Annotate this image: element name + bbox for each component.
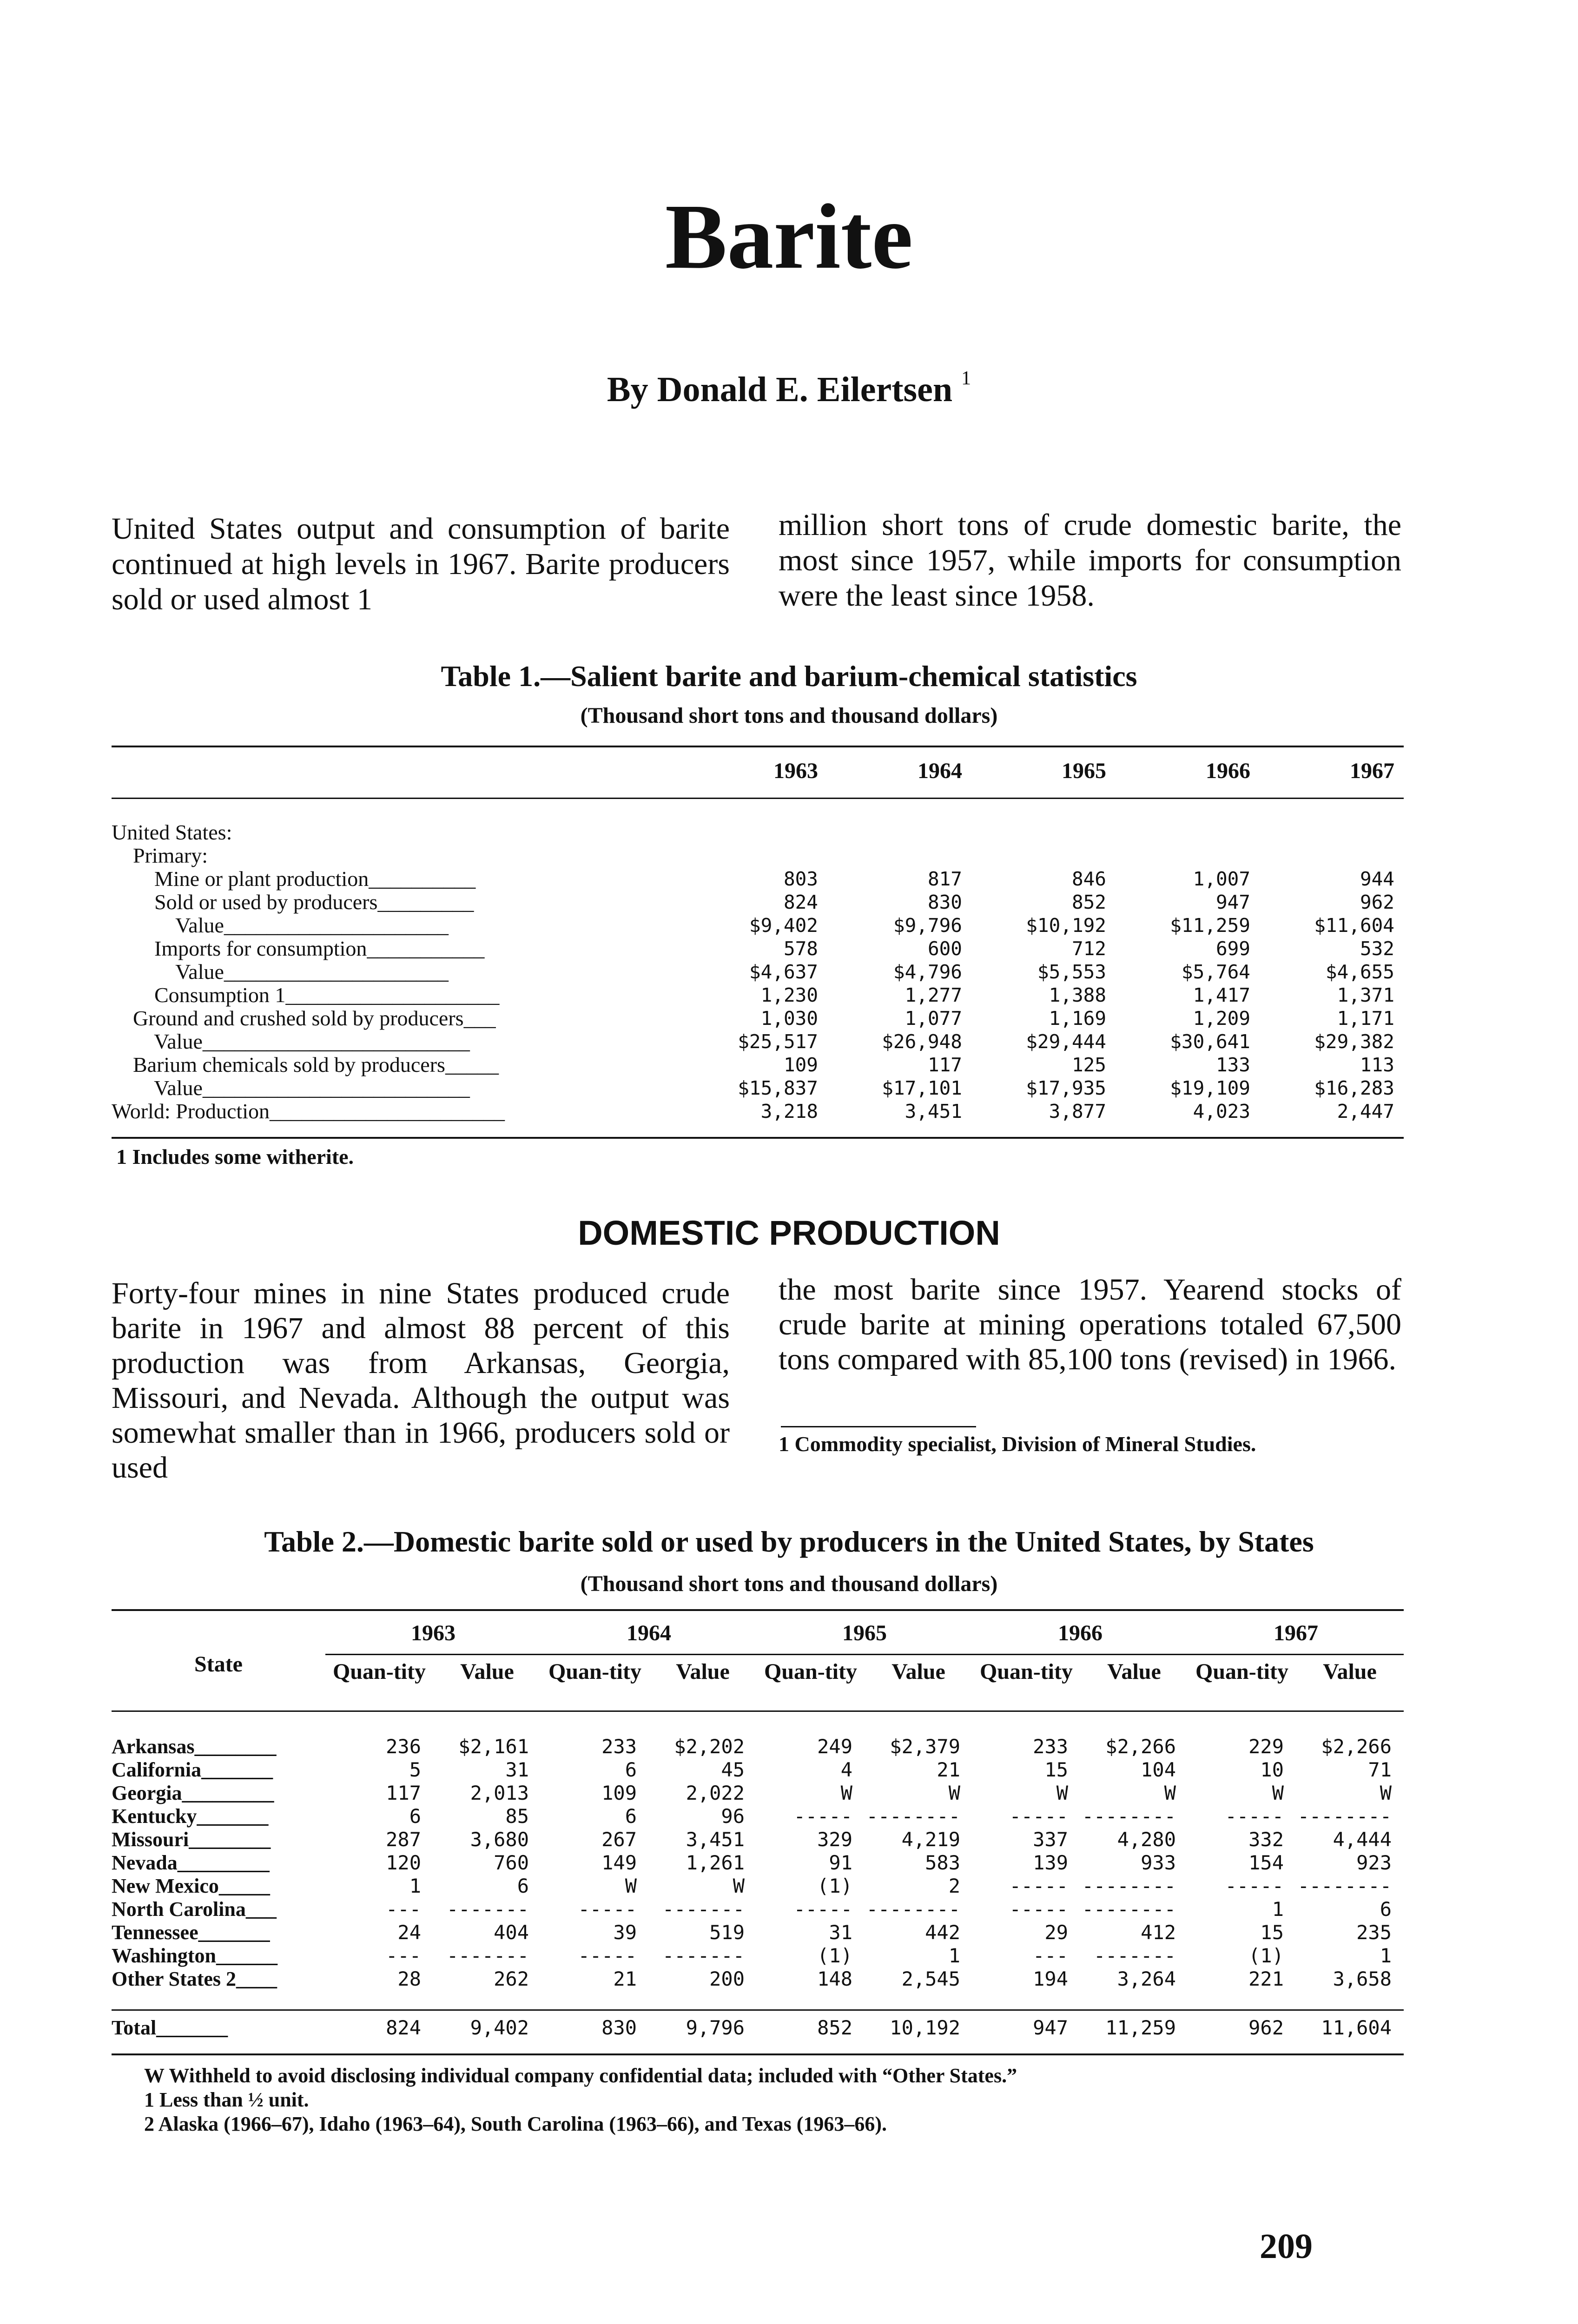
table1-row (112, 1030, 1404, 1053)
table2-row (112, 1782, 1404, 1805)
value-column-header: Value (460, 1659, 514, 1684)
table2-note-w: W Withheld to avoid disclosing individual company confidential data; included with “Other States.” (144, 2064, 1017, 2087)
table1-cell: $4,655 (1325, 961, 1394, 983)
table2-row (112, 1805, 1404, 1828)
quantity-cell: (1) (1248, 1944, 1284, 1967)
table1-cell: 852 (1071, 891, 1106, 913)
table1-cell: $29,382 (1314, 1030, 1394, 1053)
quantity-cell: 332 (1248, 1828, 1284, 1851)
quantity-cell: 824 (325, 2010, 433, 2046)
table2-subtitle: (Thousand short tons and thousand dollars) (580, 1571, 998, 1596)
quantity-cell: 229 (1248, 1735, 1284, 1758)
quantity-cell: 6 (625, 1758, 637, 1781)
state-label: New Mexico_____ (112, 1875, 270, 1897)
value-cell: 31 (505, 1758, 529, 1781)
value-cell: 760 (494, 1851, 529, 1874)
value-column-header: Value (676, 1659, 730, 1684)
table1-cell: 1,417 (1193, 984, 1250, 1006)
quantity-cell: 1 (1272, 1898, 1284, 1921)
table1-row (112, 937, 1404, 960)
table2-total-row (112, 2010, 1404, 2046)
value-cell: 3,658 (1333, 1967, 1392, 1990)
value-cell: ------- (1093, 1944, 1176, 1967)
table1-cell: $26,948 (882, 1030, 962, 1053)
table1-cell: 1,007 (1193, 868, 1250, 890)
table1-cell: 125 (1071, 1054, 1106, 1076)
table1-subtitle: (Thousand short tons and thousand dollars) (580, 703, 998, 728)
value-cell: 4,280 (1117, 1828, 1176, 1851)
table1-cell: $9,796 (893, 914, 962, 937)
value-cell: 6 (517, 1875, 529, 1897)
table2-row (112, 1898, 1404, 1921)
table1-cell: 3,218 (760, 1100, 818, 1122)
quantity-cell: 337 (1033, 1828, 1068, 1851)
quantity-cell: W (1056, 1782, 1068, 1804)
table1-cell: 824 (783, 891, 818, 913)
value-cell: 583 (925, 1851, 960, 1874)
quantity-column-header: Quan-tity (764, 1659, 857, 1684)
table1-row-label: Consumption 1____________________ (112, 983, 500, 1007)
table1-row (112, 1053, 1404, 1076)
quantity-cell: 91 (829, 1851, 852, 1874)
table1-cell: $11,259 (1170, 914, 1250, 937)
table1-row-label: Ground and crushed sold by producers___ (112, 1006, 496, 1030)
table2-bottom-rule (112, 2053, 1404, 2055)
table1-cell: 712 (1071, 938, 1106, 960)
table2-note-2: 2 Alaska (1966–67), Idaho (1963–64), South Carolina (1963–66), and Texas (1963–66). (144, 2113, 887, 2135)
value-cell: 45 (721, 1758, 745, 1781)
quantity-cell: --- (386, 1898, 421, 1921)
table1-row (112, 960, 1404, 984)
table2-row (112, 1875, 1404, 1898)
table1-cell: 1,077 (905, 1007, 962, 1030)
table2-body (112, 1717, 1404, 2045)
quantity-cell: 39 (613, 1921, 637, 1944)
state-label: Nevada_________ (112, 1851, 270, 1874)
quantity-cell: ----- (1009, 1805, 1068, 1828)
quantity-cell: 221 (1248, 1967, 1284, 1990)
table1-cell: 817 (927, 868, 962, 890)
table1-cell: 578 (783, 938, 818, 960)
quantity-cell: 109 (601, 1782, 637, 1804)
table1-cell: 4,023 (1193, 1100, 1250, 1122)
value-cell: W (1164, 1782, 1176, 1804)
quantity-cell: 947 (972, 2010, 1080, 2046)
table2-top-rule (112, 1609, 1404, 1611)
state-label: Georgia_________ (112, 1782, 274, 1804)
quantity-cell: 31 (829, 1921, 852, 1944)
value-cell: -------- (1082, 1805, 1176, 1828)
table1-cell: 1,169 (1049, 1007, 1106, 1030)
table1-cell: 1,171 (1337, 1007, 1394, 1030)
table1-year: 1963 (773, 758, 818, 783)
table1-body (112, 793, 1404, 1123)
table2-row (112, 1944, 1404, 1967)
value-cell: 9,402 (433, 2010, 541, 2046)
value-cell: 1 (1380, 1944, 1392, 1967)
quantity-column-header: Quan-tity (548, 1659, 641, 1684)
table1-row-label: Sold or used by producers_________ (112, 890, 474, 914)
section-heading: DOMESTIC PRODUCTION (578, 1214, 1000, 1252)
quantity-cell: 10 (1260, 1758, 1284, 1781)
value-cell: 85 (505, 1805, 529, 1828)
table1-top-rule (112, 746, 1404, 747)
value-cell: -------- (866, 1898, 960, 1921)
table2-header (112, 1612, 1404, 1717)
table1-row-label: Mine or plant production__________ (112, 867, 476, 891)
value-cell: 9,796 (649, 2010, 757, 2046)
table1-cell: 803 (783, 868, 818, 890)
table1-row-label: Barium chemicals sold by producers_____ (112, 1053, 499, 1076)
value-cell: W (948, 1782, 960, 1804)
value-cell: 4,444 (1333, 1828, 1392, 1851)
table1-cell: $17,935 (1026, 1077, 1106, 1099)
intro-paragraph-left: United States output and consumption of barite continued at high levels in 1967. Barite producers sold or used almost 1 (112, 512, 730, 616)
quantity-cell: 287 (386, 1828, 421, 1851)
table1-cell: $11,604 (1314, 914, 1394, 937)
quantity-cell: W (840, 1782, 852, 1804)
quantity-cell: (1) (817, 1875, 852, 1897)
state-label: Total_______ (112, 2010, 325, 2046)
table1-cell: $25,517 (738, 1030, 818, 1053)
value-cell: 1 (948, 1944, 960, 1967)
quantity-cell: 21 (613, 1967, 637, 1990)
quantity-cell: W (625, 1875, 637, 1897)
table1-footnote: 1 Includes some witherite. (116, 1145, 354, 1169)
quantity-cell: ----- (1225, 1875, 1284, 1897)
quantity-cell: 120 (386, 1851, 421, 1874)
value-cell: -------- (1082, 1898, 1176, 1921)
value-cell: 10,192 (865, 2010, 972, 2046)
state-label: California_______ (112, 1758, 273, 1781)
value-cell: 1,261 (686, 1851, 745, 1874)
value-cell: 2,545 (901, 1967, 960, 1990)
quantity-cell: 233 (601, 1735, 637, 1758)
quantity-cell: 24 (397, 1921, 421, 1944)
quantity-column-header: Quan-tity (332, 1659, 426, 1684)
table1-cell: $29,444 (1026, 1030, 1106, 1053)
quantity-cell: ----- (1225, 1805, 1284, 1828)
value-cell: 6 (1380, 1898, 1392, 1921)
table1-cell: $5,553 (1037, 961, 1106, 983)
quantity-cell: 6 (625, 1805, 637, 1828)
table2-year: 1965 (757, 1612, 972, 1655)
quantity-cell: 6 (409, 1805, 421, 1828)
table1-cell: $19,109 (1170, 1077, 1250, 1099)
value-cell: $2,202 (674, 1735, 745, 1758)
value-cell: 11,604 (1296, 2010, 1404, 2046)
value-cell: -------- (1297, 1875, 1392, 1897)
table1-row-label: Primary: (112, 844, 208, 867)
table1-cell: $5,764 (1181, 961, 1250, 983)
table1-row (112, 891, 1404, 914)
table1-cell: 2,447 (1337, 1100, 1394, 1122)
table1-title: Table 1.—Salient barite and barium-chemical statistics (441, 660, 1137, 693)
quantity-cell: 148 (817, 1967, 852, 1990)
value-cell: $2,379 (890, 1735, 960, 1758)
table1-header-rule (112, 798, 1404, 799)
table1-cell: $4,796 (893, 961, 962, 983)
value-cell: 4,219 (901, 1828, 960, 1851)
state-label: Other States 2____ (112, 1967, 277, 1990)
table1-row (112, 914, 1404, 937)
table1-year: 1964 (918, 758, 962, 783)
table2-year: 1963 (325, 1612, 541, 1655)
quantity-cell: ----- (1009, 1875, 1068, 1897)
quantity-cell: 15 (1260, 1921, 1284, 1944)
quantity-cell: ----- (578, 1944, 637, 1967)
value-cell: W (1380, 1782, 1392, 1804)
quantity-cell: 236 (386, 1735, 421, 1758)
value-column-header: Value (891, 1659, 945, 1684)
value-cell: $2,161 (458, 1735, 529, 1758)
table1-cell (1260, 821, 1404, 844)
quantity-cell: 267 (601, 1828, 637, 1851)
table1-cell: $9,402 (749, 914, 818, 937)
author-name: By Donald E. Eilertsen (607, 370, 953, 409)
value-cell: ------- (662, 1898, 745, 1921)
quantity-cell: 852 (757, 2010, 865, 2046)
table1-cell: 3,877 (1049, 1100, 1106, 1122)
table2-row (112, 1828, 1404, 1851)
value-cell: 2 (948, 1875, 960, 1897)
table1-row-label: United States: (112, 820, 232, 844)
value-column-header: Value (1323, 1659, 1377, 1684)
value-cell: 3,680 (470, 1828, 529, 1851)
quantity-cell: ----- (578, 1898, 637, 1921)
value-cell: 442 (925, 1921, 960, 1944)
quantity-cell: 329 (817, 1828, 852, 1851)
table1-cell: 1,277 (905, 984, 962, 1006)
table1-cell (971, 821, 1116, 844)
table1-year: 1966 (1206, 758, 1250, 783)
quantity-cell: 117 (386, 1782, 421, 1804)
table1-cell: 532 (1360, 938, 1394, 960)
table1-row (112, 1007, 1404, 1030)
quantity-cell: ----- (793, 1898, 852, 1921)
table2-year: 1964 (541, 1612, 757, 1655)
table2-row (112, 1735, 1404, 1758)
page-title: Barite (665, 185, 913, 288)
value-cell: 235 (1356, 1921, 1392, 1944)
table2-title: Table 2.—Domestic barite sold or used by producers in the United States, by States (264, 1525, 1314, 1558)
table1-cell (971, 844, 1116, 867)
quantity-cell: 154 (1248, 1851, 1284, 1874)
table1-cell (1260, 844, 1404, 867)
table1-cell: 3,451 (905, 1100, 962, 1122)
table1-cell: $10,192 (1026, 914, 1106, 937)
byline (0, 367, 1578, 410)
table1-year: 1965 (1062, 758, 1106, 783)
table2-header-rule (112, 1710, 1404, 1712)
table1-cell: $15,837 (738, 1077, 818, 1099)
table2-year: 1966 (972, 1612, 1188, 1655)
state-column-header: State (194, 1652, 243, 1677)
table2-year: 1967 (1188, 1612, 1404, 1655)
quantity-cell: 830 (541, 2010, 649, 2046)
table1-cell: 1,371 (1337, 984, 1394, 1006)
state-label: Arkansas________ (112, 1735, 277, 1758)
quantity-cell: 29 (1044, 1921, 1068, 1944)
quantity-cell: ----- (793, 1805, 852, 1828)
table1-cell: 1,030 (760, 1007, 818, 1030)
table2-row (112, 1851, 1404, 1875)
quantity-cell: (1) (817, 1944, 852, 1967)
value-cell: 2,013 (470, 1782, 529, 1804)
quantity-cell: 4 (840, 1758, 852, 1781)
author-footnote: 1 Commodity specialist, Division of Mineral Studies. (779, 1432, 1256, 1456)
table1-cell (1116, 821, 1260, 844)
value-cell: 2,022 (686, 1782, 745, 1804)
table1-cell: $16,283 (1314, 1077, 1394, 1099)
table1-row-label: Value_____________________ (112, 913, 449, 937)
value-cell: -------- (866, 1805, 960, 1828)
value-cell: ------- (662, 1944, 745, 1967)
quantity-column-header: Quan-tity (979, 1659, 1073, 1684)
table1-row (112, 1100, 1404, 1123)
table1-cell: 962 (1360, 891, 1394, 913)
table1-cell (1116, 844, 1260, 867)
quantity-column-header: Quan-tity (1195, 1659, 1288, 1684)
value-cell: ------- (446, 1944, 529, 1967)
value-cell: 412 (1141, 1921, 1176, 1944)
table1-row-label: Value_________________________ (112, 1030, 470, 1053)
table2-row (112, 1967, 1404, 1991)
state-label: North Carolina___ (112, 1898, 277, 1921)
table1-cell: 1,388 (1049, 984, 1106, 1006)
state-label: Kentucky_______ (112, 1805, 269, 1828)
table1-cell (683, 821, 827, 844)
table2-row (112, 1921, 1404, 1944)
value-cell: 262 (494, 1967, 529, 1990)
value-cell: 404 (494, 1921, 529, 1944)
quantity-cell: 233 (1033, 1735, 1068, 1758)
value-cell: 96 (721, 1805, 745, 1828)
quantity-cell: 149 (601, 1851, 637, 1874)
table1-header (112, 748, 1404, 793)
author-footnote-ref: 1 (961, 368, 971, 389)
state-label: Missouri________ (112, 1828, 271, 1851)
value-cell: 21 (937, 1758, 960, 1781)
value-cell: -------- (1082, 1875, 1176, 1897)
table1-row-label: Value_____________________ (112, 960, 449, 984)
quantity-cell: 5 (409, 1758, 421, 1781)
table1-row-label: Value_________________________ (112, 1076, 470, 1100)
table1-cell: 113 (1360, 1054, 1394, 1076)
value-cell: 923 (1356, 1851, 1392, 1874)
table1-cell: 117 (927, 1054, 962, 1076)
value-cell: 104 (1141, 1758, 1176, 1781)
table1-cell: 947 (1215, 891, 1250, 913)
quantity-cell: 962 (1188, 2010, 1296, 2046)
table1-cell: 699 (1215, 938, 1250, 960)
production-paragraph-right: the most barite since 1957. Yearend stocks of crude barite at mining operations totaled 67,500 tons compared with 85,100 tons (revised) in 1966. (779, 1273, 1401, 1376)
quantity-cell: 249 (817, 1735, 852, 1758)
table2 (112, 1612, 1404, 2045)
quantity-cell: W (1272, 1782, 1284, 1804)
table1-cell (683, 844, 827, 867)
table1-cell (827, 844, 971, 867)
table1-cell: 846 (1071, 868, 1106, 890)
state-label: Tennessee_______ (112, 1921, 270, 1944)
quantity-cell: ----- (1009, 1898, 1068, 1921)
value-cell: 11,259 (1080, 2010, 1188, 2046)
table1-row (112, 821, 1404, 844)
table1 (112, 748, 1404, 1123)
table1-cell: 830 (927, 891, 962, 913)
table1-row-label: Imports for consumption___________ (112, 937, 485, 960)
table1-row (112, 984, 1404, 1007)
intro-paragraph-right: million short tons of crude domestic barite, the most since 1957, while imports for consumption were the least since 1958. (779, 508, 1401, 613)
quantity-cell: --- (1033, 1944, 1068, 1967)
value-cell: -------- (1297, 1805, 1392, 1828)
value-cell: ------- (446, 1898, 529, 1921)
table1-cell: 1,209 (1193, 1007, 1250, 1030)
table1-cell (827, 821, 971, 844)
value-cell: 519 (709, 1921, 745, 1944)
table1-cell: 109 (783, 1054, 818, 1076)
page-number: 209 (1260, 2227, 1313, 2266)
table1-cell: 944 (1360, 868, 1394, 890)
value-cell: 3,264 (1117, 1967, 1176, 1990)
table1-row (112, 844, 1404, 867)
value-column-header: Value (1107, 1659, 1161, 1684)
table2-row (112, 1758, 1404, 1782)
value-cell: 71 (1368, 1758, 1392, 1781)
table1-cell: 600 (927, 938, 962, 960)
table1-cell: 133 (1215, 1054, 1250, 1076)
table1-cell: $4,637 (749, 961, 818, 983)
table1-cell: $30,641 (1170, 1030, 1250, 1053)
quantity-cell: 194 (1033, 1967, 1068, 1990)
value-cell: 3,451 (686, 1828, 745, 1851)
quantity-cell: 139 (1033, 1851, 1068, 1874)
table1-bottom-rule (112, 1137, 1404, 1139)
state-label: Washington______ (112, 1944, 277, 1967)
value-cell: 933 (1141, 1851, 1176, 1874)
quantity-cell: 1 (409, 1875, 421, 1897)
production-paragraph-left: Forty-four mines in nine States produced crude barite in 1967 and almost 88 percent of this production was from Arkansas, Georgia, Missouri, and Nevada. Although the output was somewhat smaller than in 1966, producers sold or used (112, 1276, 730, 1485)
table1-cell: 1,230 (760, 984, 818, 1006)
quantity-cell: --- (386, 1944, 421, 1967)
table1-cell: $17,101 (882, 1077, 962, 1099)
value-cell: W (733, 1875, 745, 1897)
footnote-separator (781, 1426, 976, 1427)
table2-note-1: 1 Less than ½ unit. (144, 2088, 309, 2111)
table1-year: 1967 (1350, 758, 1394, 783)
quantity-cell: 15 (1044, 1758, 1068, 1781)
value-cell: $2,266 (1321, 1735, 1392, 1758)
value-cell: $2,266 (1105, 1735, 1176, 1758)
table1-row (112, 1076, 1404, 1100)
table2-notes (144, 2064, 1017, 2136)
value-cell: 200 (709, 1967, 745, 1990)
table1-row-label: World: Production______________________ (112, 1099, 505, 1123)
quantity-cell: 28 (397, 1967, 421, 1990)
table1-row (112, 867, 1404, 891)
